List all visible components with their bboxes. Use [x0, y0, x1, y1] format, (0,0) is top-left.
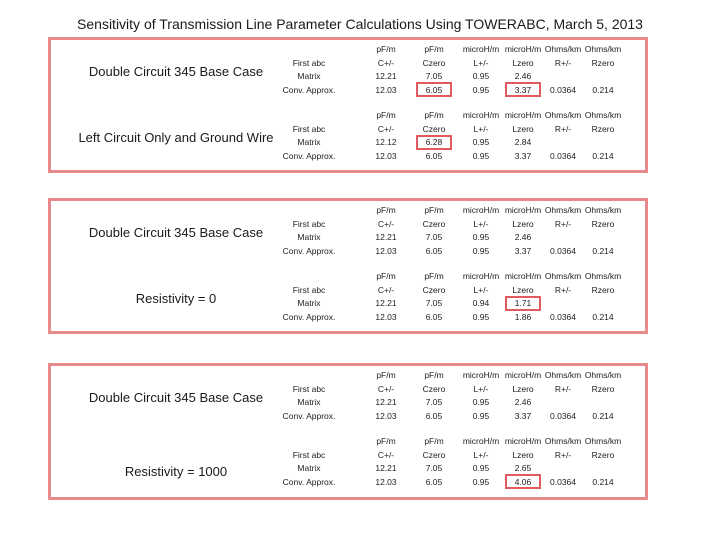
case-caption: Resistivity = 0 [135, 291, 217, 306]
table-cell: microH/m [504, 110, 542, 120]
table-cell: C+/- [377, 218, 395, 229]
table-cell: pF/m [376, 370, 396, 380]
table-cell: R+/- [554, 218, 572, 229]
table-cell: Lzero [512, 123, 534, 134]
table-cell: 0.95 [472, 150, 490, 161]
table-cell: microH/m [462, 271, 500, 281]
table-cell: L+/- [473, 123, 489, 134]
table-cell: 6.05 [425, 245, 443, 256]
table-cell: C+/- [377, 123, 395, 134]
table-cell: 1.71 [514, 298, 532, 308]
table-cell: Rzero [591, 284, 615, 295]
table-cell: Ohms/km [544, 436, 582, 446]
table-cell: microH/m [462, 110, 500, 120]
table-cell: R+/- [554, 449, 572, 460]
table-cell: 0.95 [472, 410, 490, 421]
table-cell: 12.12 [375, 137, 397, 147]
case-panel [48, 37, 648, 173]
table-cell: 6.05 [425, 476, 443, 487]
row-label: Conv. Approx. [282, 150, 336, 161]
row-label: Matrix [297, 71, 321, 81]
row-label: First abc [292, 218, 326, 229]
table-cell: 12.03 [375, 245, 397, 256]
row-label: First abc [292, 449, 326, 460]
table-cell: 3.37 [514, 150, 532, 161]
table-cell: pF/m [424, 436, 444, 446]
table-cell: 7.05 [425, 397, 443, 407]
table-cell: Ohms/km [584, 370, 622, 380]
table-cell: 6.28 [425, 137, 443, 147]
table-cell: 2.46 [514, 397, 532, 407]
page-title: Sensitivity of Transmission Line Parameter Calculations Using TOWERABC, March 5, 2013 [77, 16, 643, 32]
table-cell: R+/- [554, 383, 572, 394]
highlight-box [505, 296, 541, 311]
table-cell: Ohms/km [584, 110, 622, 120]
table-cell: 12.03 [375, 311, 397, 322]
table-cell: pF/m [424, 44, 444, 54]
table-cell: pF/m [424, 370, 444, 380]
table-cell: R+/- [554, 123, 572, 134]
case-panel [48, 198, 648, 334]
case-caption: Resistivity = 1000 [124, 464, 228, 479]
table-cell: 3.37 [514, 410, 532, 421]
table-cell: 2.46 [514, 71, 532, 81]
table-cell: 6.05 [425, 311, 443, 322]
table-cell: 0.95 [472, 232, 490, 242]
table-cell: pF/m [376, 205, 396, 215]
row-label: First abc [292, 383, 326, 394]
table-cell: 0.0364 [550, 410, 576, 421]
table-cell: L+/- [473, 383, 489, 394]
table-cell: Ohms/km [544, 110, 582, 120]
table-cell: microH/m [462, 44, 500, 54]
table-cell: 0.95 [472, 71, 490, 81]
table-cell: 0.214 [592, 410, 614, 421]
table-cell: 6.05 [425, 150, 443, 161]
row-label: Conv. Approx. [282, 410, 336, 421]
table-cell: 12.21 [375, 397, 397, 407]
table-cell: Rzero [591, 383, 615, 394]
table-cell: 12.21 [375, 232, 397, 242]
table-cell: Lzero [512, 57, 534, 68]
row-label: Conv. Approx. [282, 476, 336, 487]
table-cell: 2.84 [514, 137, 532, 147]
table-cell: pF/m [424, 271, 444, 281]
table-cell: 12.03 [375, 410, 397, 421]
table-cell: 0.214 [592, 84, 614, 95]
table-cell: 0.214 [592, 150, 614, 161]
table-cell: Rzero [591, 123, 615, 134]
table-cell: pF/m [376, 44, 396, 54]
table-cell: 0.214 [592, 311, 614, 322]
table-cell: Czero [422, 123, 446, 134]
table-cell: 12.21 [375, 298, 397, 308]
table-cell: microH/m [462, 205, 500, 215]
table-cell: microH/m [504, 44, 542, 54]
table-cell: C+/- [377, 383, 395, 394]
row-label: Matrix [297, 298, 321, 308]
table-cell: 0.95 [472, 476, 490, 487]
case-panel [48, 363, 648, 500]
table-cell: 6.05 [425, 84, 443, 95]
table-cell: R+/- [554, 284, 572, 295]
table-cell: 12.03 [375, 84, 397, 95]
table-cell: Ohms/km [584, 205, 622, 215]
table-cell: 0.95 [472, 397, 490, 407]
table-cell: 6.05 [425, 410, 443, 421]
case-caption: Double Circuit 345 Base Case [88, 225, 264, 240]
row-label: Matrix [297, 397, 321, 407]
table-cell: 0.95 [472, 245, 490, 256]
table-cell: Ohms/km [584, 271, 622, 281]
table-cell: microH/m [504, 205, 542, 215]
table-cell: microH/m [504, 436, 542, 446]
table-cell: 12.21 [375, 71, 397, 81]
table-cell: 12.21 [375, 463, 397, 473]
table-cell: Ohms/km [584, 436, 622, 446]
table-cell: Ohms/km [584, 44, 622, 54]
table-cell: 7.05 [425, 232, 443, 242]
table-cell: L+/- [473, 218, 489, 229]
highlight-box [505, 474, 541, 489]
table-cell: 2.46 [514, 232, 532, 242]
table-cell: 12.03 [375, 476, 397, 487]
table-cell: 0.214 [592, 245, 614, 256]
highlight-box [416, 82, 452, 97]
table-cell: 0.95 [472, 311, 490, 322]
table-cell: 12.03 [375, 150, 397, 161]
table-cell: 0.95 [472, 137, 490, 147]
row-label: Matrix [297, 463, 321, 473]
highlight-box [416, 135, 452, 150]
table-cell: 3.37 [514, 84, 532, 95]
table-cell: Czero [422, 57, 446, 68]
table-cell: 0.95 [472, 463, 490, 473]
table-cell: Rzero [591, 57, 615, 68]
table-cell: 0.95 [472, 84, 490, 95]
table-cell: pF/m [376, 436, 396, 446]
table-cell: Ohms/km [544, 205, 582, 215]
table-cell: Lzero [512, 284, 534, 295]
table-cell: 1.86 [514, 311, 532, 322]
table-cell: Ohms/km [544, 44, 582, 54]
table-cell: 0.0364 [550, 245, 576, 256]
table-cell: microH/m [504, 271, 542, 281]
row-label: Conv. Approx. [282, 84, 336, 95]
row-label: First abc [292, 123, 326, 134]
table-cell: microH/m [504, 370, 542, 380]
table-cell: 2.65 [514, 463, 532, 473]
table-cell: L+/- [473, 57, 489, 68]
table-cell: 3.37 [514, 245, 532, 256]
table-cell: 0.94 [472, 298, 490, 308]
table-cell: Czero [422, 284, 446, 295]
table-cell: Czero [422, 449, 446, 460]
table-cell: Lzero [512, 383, 534, 394]
case-caption: Double Circuit 345 Base Case [88, 64, 264, 79]
table-cell: pF/m [424, 205, 444, 215]
table-cell: 0.0364 [550, 311, 576, 322]
table-cell: pF/m [376, 271, 396, 281]
table-cell: Ohms/km [544, 370, 582, 380]
table-cell: 7.05 [425, 71, 443, 81]
table-cell: 0.214 [592, 476, 614, 487]
table-cell: 0.0364 [550, 84, 576, 95]
table-cell: Ohms/km [544, 271, 582, 281]
highlight-box [505, 82, 541, 97]
table-cell: C+/- [377, 284, 395, 295]
table-cell: 7.05 [425, 463, 443, 473]
table-cell: pF/m [424, 110, 444, 120]
table-cell: R+/- [554, 57, 572, 68]
table-cell: 4.06 [514, 476, 532, 487]
table-cell: 0.0364 [550, 476, 576, 487]
table-cell: Czero [422, 383, 446, 394]
table-cell: Rzero [591, 449, 615, 460]
table-cell: C+/- [377, 449, 395, 460]
table-cell: microH/m [462, 436, 500, 446]
row-label: First abc [292, 57, 326, 68]
table-cell: 7.05 [425, 298, 443, 308]
case-caption: Left Circuit Only and Ground Wire [78, 130, 274, 145]
table-cell: Lzero [512, 449, 534, 460]
table-cell: L+/- [473, 449, 489, 460]
table-cell: pF/m [376, 110, 396, 120]
case-caption: Double Circuit 345 Base Case [88, 390, 264, 405]
row-label: Matrix [297, 232, 321, 242]
row-label: First abc [292, 284, 326, 295]
table-cell: Lzero [512, 218, 534, 229]
table-cell: 0.0364 [550, 150, 576, 161]
row-label: Conv. Approx. [282, 245, 336, 256]
table-cell: microH/m [462, 370, 500, 380]
table-cell: Czero [422, 218, 446, 229]
row-label: Matrix [297, 137, 321, 147]
table-cell: C+/- [377, 57, 395, 68]
table-cell: L+/- [473, 284, 489, 295]
row-label: Conv. Approx. [282, 311, 336, 322]
table-cell: Rzero [591, 218, 615, 229]
